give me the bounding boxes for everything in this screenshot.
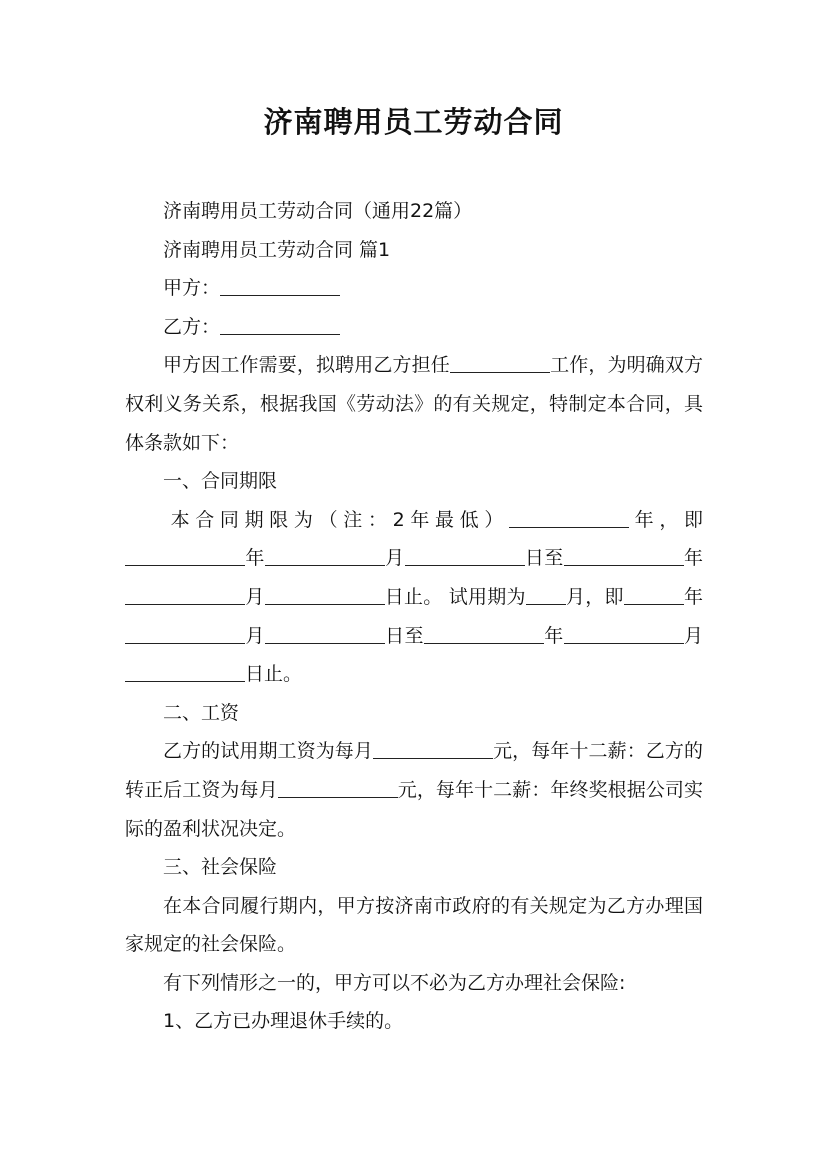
clause2-heading: 二、工资 <box>163 701 240 724</box>
clause3-item-1: 1、乙方已办理退休手续的。 <box>163 1010 404 1033</box>
party-a-blank[interactable] <box>220 276 340 296</box>
party-a-line <box>125 269 703 308</box>
end-day-blank[interactable] <box>265 585 385 605</box>
probation-months-blank[interactable] <box>526 585 566 605</box>
section-heading: 济南聘用员工劳动合同 篇1 <box>163 238 391 261</box>
party-b-label: 乙方： <box>163 315 221 338</box>
party-b-blank[interactable] <box>220 315 340 335</box>
clause3-paragraph-1: 在本合同履行期内，甲方按济南市政府的有关规定为乙方办理国家规定的社会保险。 <box>125 894 703 956</box>
term-years-blank[interactable] <box>509 508 629 528</box>
clause3-heading: 三、社会保险 <box>163 856 278 879</box>
probation-start-month-blank[interactable] <box>125 624 245 644</box>
start-day-blank[interactable] <box>405 546 525 566</box>
party-b-line <box>125 308 703 347</box>
clause1-text-k: 月 <box>245 624 265 647</box>
clause1-text-f: 年 <box>683 547 703 570</box>
clause1-text-d: 月 <box>384 547 405 570</box>
end-month-blank[interactable] <box>125 585 245 605</box>
clause2-text-c: 元，每年十二薪：年终奖根据公司实际的盈利状况决定。 <box>125 778 703 840</box>
document-body <box>125 192 703 1041</box>
subtitle: 济南聘用员工劳动合同（通用22篇） <box>163 200 473 222</box>
document-title: 济南聘用员工劳动合同 <box>263 105 564 139</box>
clause1-text-b: 年，即 <box>629 508 703 531</box>
probation-end-day-blank[interactable] <box>125 662 245 682</box>
clause2-text-a: 乙方的试用期工资为每月 <box>163 740 373 763</box>
clause3-paragraph-2: 有下列情形之一的，甲方可以不必为乙方办理社会保险: <box>163 971 626 994</box>
intro-part2: 工作，为明确双方权利义务关系，根据我国《劳动法》的有关规定，特制定本合同，具体条款如下： <box>125 354 703 454</box>
clause2-text-b: 元，每年十二薪：乙方的转正后工资为每月 <box>125 740 703 801</box>
regular-salary-blank[interactable] <box>278 778 398 798</box>
probation-end-year-blank[interactable] <box>424 624 544 644</box>
probation-start-day-blank[interactable] <box>265 624 385 644</box>
intro-paragraph <box>125 346 703 462</box>
clause1-text-a: 本合同期限为（注：2年最低） <box>170 508 509 531</box>
clause1-text-m: 年 <box>543 624 564 647</box>
clause1-text-g: 月 <box>245 585 265 608</box>
probation-salary-blank[interactable] <box>373 739 493 759</box>
start-year-blank[interactable] <box>125 546 245 566</box>
probation-end-month-blank[interactable] <box>564 624 684 644</box>
position-blank[interactable] <box>450 353 550 373</box>
end-year-blank[interactable] <box>564 546 684 566</box>
start-month-blank[interactable] <box>265 546 385 566</box>
clause1-text-h: 日止。 试用期为 <box>384 585 526 608</box>
intro-part1: 甲方因工作需要，拟聘用乙方担任 <box>163 354 450 377</box>
clause1-text-i: 月，即 <box>565 585 624 608</box>
clause1-text-e: 日至 <box>524 547 564 570</box>
clause2-paragraph <box>125 732 703 848</box>
clause1-heading: 一、合同期限 <box>163 470 278 493</box>
clause1-paragraph <box>125 501 703 694</box>
probation-start-year-blank[interactable] <box>624 585 684 605</box>
party-a-label: 甲方： <box>163 277 221 300</box>
clause1-text-l: 日至 <box>384 624 424 647</box>
clause1-text-c: 年 <box>245 547 265 570</box>
clause1-text-j: 年 <box>683 585 703 608</box>
clause1-text-n: 月 <box>683 624 703 647</box>
clause1-text-o: 日止。 <box>245 663 303 686</box>
